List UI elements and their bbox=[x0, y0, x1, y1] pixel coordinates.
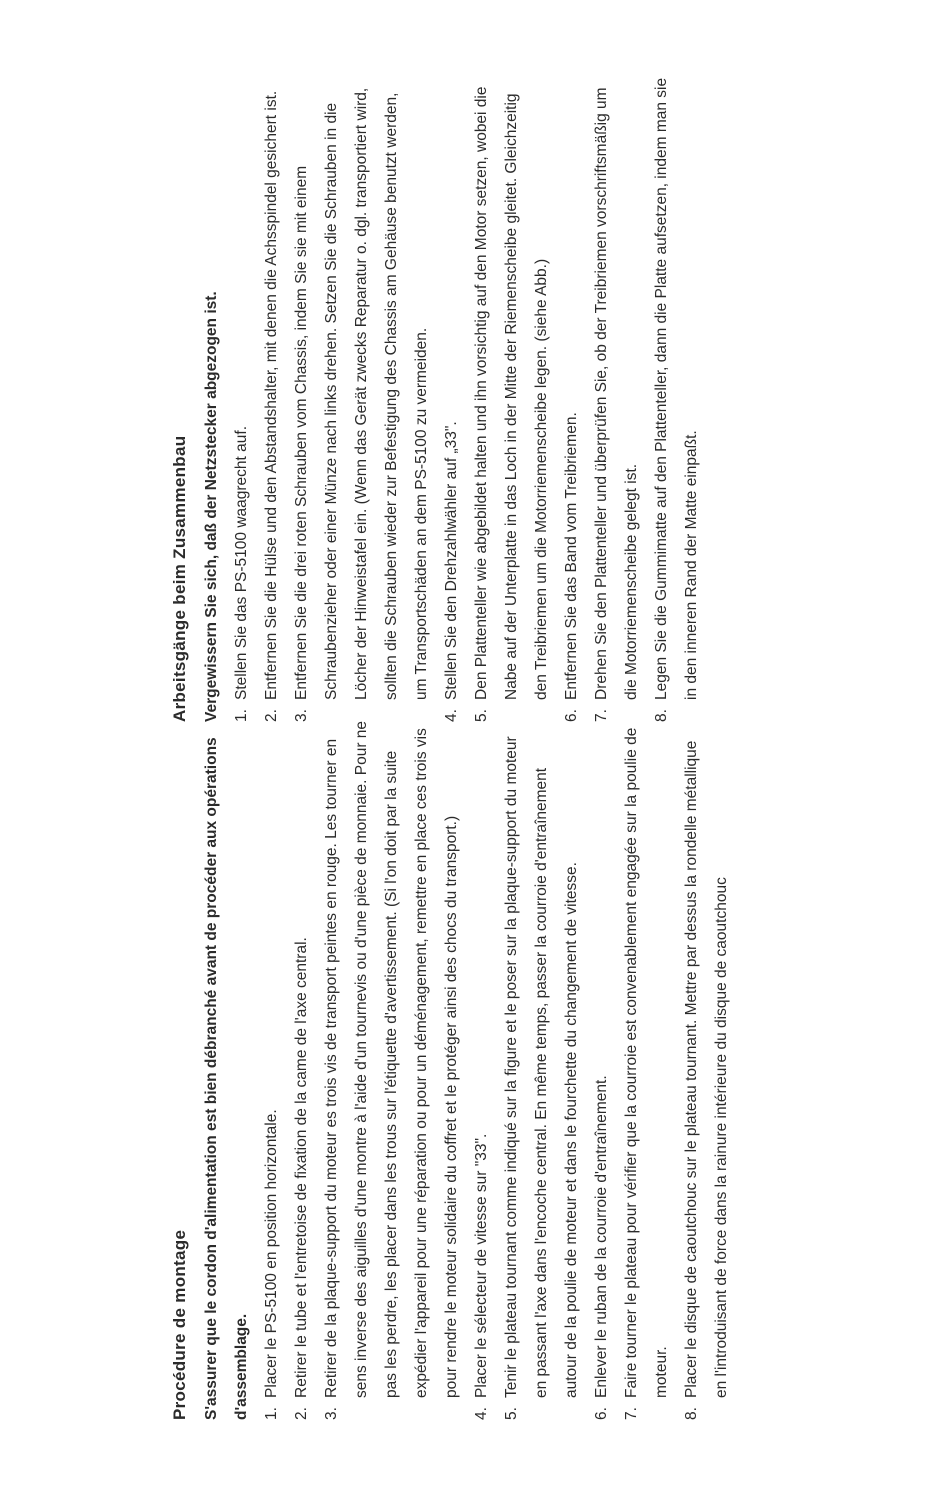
french-steps bbox=[257, 720, 737, 1420]
french-step-2 bbox=[287, 720, 317, 1420]
step-text: Drehen Sie den Plattenteller und überprüfen Sie, ob der Treibriemen vorschriftsmäßig um die Motorriemenscheibe gelegt ist. bbox=[593, 87, 640, 700]
french-column bbox=[165, 720, 737, 1420]
step-number: 3. bbox=[323, 1407, 340, 1420]
german-step-8 bbox=[647, 72, 707, 722]
step-text: Placer le sélecteur de vitesse sur "33". bbox=[473, 1133, 490, 1398]
step-number: 1. bbox=[263, 1407, 280, 1420]
step-text: Stellen Sie den Drehzahlwähler auf „33". bbox=[443, 421, 460, 700]
german-title: Arbeitsgänge beim Zusammenbau bbox=[170, 435, 189, 722]
step-number: 2. bbox=[263, 709, 280, 722]
step-text: Enlever le ruban de la courroie d'entraînement. bbox=[593, 1075, 610, 1398]
german-steps bbox=[227, 72, 707, 722]
french-step-5 bbox=[497, 720, 587, 1420]
step-number: 8. bbox=[683, 1407, 700, 1420]
german-step-6 bbox=[557, 72, 587, 722]
german-step-7 bbox=[587, 72, 647, 722]
step-text: Den Plattenteller wie abgebildet halten und ihn vorsichtig auf den Motor setzen, wobei die Nabe auf der Unterplatte in das Loch in der Mitte der Riemenscheibe gleitet. Gleichzeitig den Treibriemen um die Motorriemenscheibe legen. (siehe Abb.) bbox=[473, 86, 550, 700]
french-step-6 bbox=[587, 720, 617, 1420]
step-text: Retirer de la plaque-support du moteur es trois vis de transport peintes en rouge. Les tourner en sens inverse des aiguilles d'une montre à l'aide d'un tournevis ou d'une pièce de monnaie. Pour ne pas les perdre, les placer dans les trous sur l'étiquette d'avertissement. (Si l'on doit par la suite expédier l'appareil pour une réparation ou pour un déménagement, remettre en place ces trois vis pour rendre le moteur solidaire du coffret et le protéger ainsi des chocs du transport.) bbox=[323, 720, 460, 1398]
step-text: Faire tourner le plateau pour vérifier que la courroie est convenablement engagée sur la poulie de moteur. bbox=[623, 727, 670, 1398]
german-step-5 bbox=[467, 72, 557, 722]
step-text: Stellen Sie das PS-5100 waagrecht auf. bbox=[233, 425, 250, 700]
step-text: Placer le disque de caoutchouc sur le plateau tournant. Mettre par dessus la rondelle métallique en l'introduisant de force dans la rainure intérieure du disque de caoutchouc bbox=[683, 740, 730, 1398]
step-text: Retirer le tube et l'entretoise de fixation de la came de l'axe central. bbox=[293, 937, 310, 1398]
step-number: 8. bbox=[653, 709, 670, 722]
german-step-4 bbox=[437, 72, 467, 722]
step-text: Placer le PS-5100 en position horizontale. bbox=[263, 1109, 280, 1398]
french-step-7 bbox=[617, 720, 677, 1420]
step-text: Entfernen Sie die Hülse und den Abstandshalter, mit denen die Achsspindel gesichert ist. bbox=[263, 90, 280, 700]
step-number: 6. bbox=[593, 1407, 610, 1420]
french-step-8 bbox=[677, 720, 737, 1420]
german-column bbox=[165, 72, 707, 722]
step-number: 7. bbox=[593, 709, 610, 722]
french-title: Procédure de montage bbox=[170, 1229, 189, 1420]
french-step-3 bbox=[317, 720, 467, 1420]
german-step-1 bbox=[227, 72, 257, 722]
step-number: 5. bbox=[473, 709, 490, 722]
step-text: Entfernen Sie das Band vom Treibriemen. bbox=[563, 412, 580, 700]
step-text: Tenir le plateau tournant comme indiqué sur la figure et le poser sur la plaque-support du moteur en passant l'axe dans l'encoche central. En même temps, passer la courroie d'entraînement autour de la poulie de moteur et dans le fourchette du changement de vitesse. bbox=[503, 736, 580, 1398]
french-step-1 bbox=[257, 720, 287, 1420]
french-intro: S'assurer que le cordon d'alimentation est bien débranché avant de procéder aux opérations d'assemblage. bbox=[203, 737, 250, 1420]
step-number: 3. bbox=[293, 709, 310, 722]
german-intro: Vergewissern Sie sich, daß der Netzstecker abgezogen ist. bbox=[203, 291, 220, 722]
step-text: Entfernen Sie die drei roten Schrauben vom Chassis, indem Sie sie mit einem Schraubenzieher oder einer Münze nach links drehen. Setzen Sie die Schrauben in die Löcher der Hinweistafel ein. (Wenn das Gerät zwecks Reparatur o. dgl. transportiert wird, sollten die Schrauben wieder zur Befestigung des Chassis am Gehäuse benutzt werden, um Transportschäden an dem PS-5100 zu vermeiden. bbox=[293, 87, 430, 700]
step-number: 7. bbox=[623, 1407, 640, 1420]
step-number: 2. bbox=[293, 1407, 310, 1420]
german-step-3 bbox=[287, 72, 437, 722]
step-number: 1. bbox=[233, 709, 250, 722]
german-step-2 bbox=[257, 72, 287, 722]
french-step-4 bbox=[467, 720, 497, 1420]
step-number: 4. bbox=[473, 1407, 490, 1420]
step-number: 4. bbox=[443, 709, 460, 722]
step-text: Legen Sie die Gummimatte auf den Plattenteller, dann die Platte aufsetzen, indem man sie in den inneren Rand der Matte einpaßt. bbox=[653, 77, 700, 700]
step-number: 5. bbox=[503, 1407, 520, 1420]
step-number: 6. bbox=[563, 709, 580, 722]
